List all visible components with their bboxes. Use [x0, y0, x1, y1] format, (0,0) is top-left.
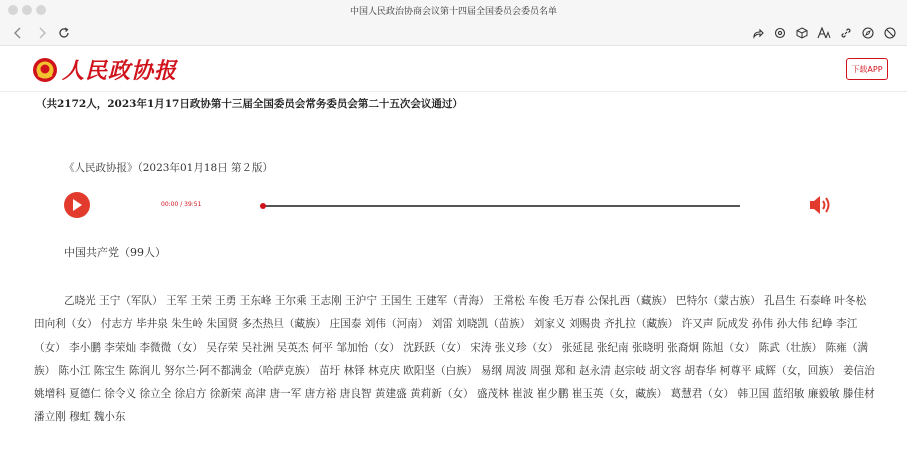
article-source: 《人民政协报》（2023年01月18日 第２版） [64, 162, 274, 174]
window-title: 中国人民政治协商会议第十四届全国委员会委员名单 [349, 7, 557, 17]
text-size-icon[interactable] [816, 24, 832, 42]
play-button[interactable] [64, 192, 90, 218]
settings-icon[interactable] [772, 24, 788, 42]
download-app-button[interactable]: 下载APP [846, 58, 888, 80]
volume-button[interactable] [808, 193, 834, 221]
window-titlebar [0, 0, 907, 20]
member-names: 乙晓光 王宁（军队） 王军 王荣 王勇 王东峰 王尔乘 王志刚 王沪宁 王国生 王建军（青海） 王常松 车俊 毛万春 公保扎西（藏族） 巴特尔（蒙古族） 孔昌生 石泰峰 叶冬松 田向利（女） 付志方 毕井泉 朱生岭 朱国贤 多杰热旦（藏族） 庄国泰 刘伟（河南） 刘雷 刘晓凯（苗族） 刘家义 刘赐贵 齐扎拉（藏族） 许又声 阮成发 孙伟 孙大伟 纪峥 李江（女） 李小鹏 李荣灿 李微微（女） 吴存荣 吴社洲 吴英杰 何平 邹加怡（女） 沈跃跃（女） 宋涛 张义珍（女） 张延昆 张纪南 张晓明 张裔炯 陈旭（女） 陈武（壮族） 陈雍（满族） 陈小江 陈宝生 陈润儿 努尔兰·阿不都满金（哈萨克族） 苗圩 林铎 林克庆 欧阳坚（白族） 易纲 周波 周强 郑和 赵永清 赵宗岐 胡文容 胡春华 柯尊平 咸辉（女，回族） 姜信治 姚增科 夏德仁 徐令义 徐立全 徐启方 徐新荣 高津 唐一军 唐方裕 唐良智 黄建盛 黄莉新（女） 盛茂林 崔波 崔少鹏 崔玉英（女，藏族） 葛慧君（女） 韩卫国 蓝绍敏 廉毅敏 滕佳材 潘立刚 穆虹 魏小东 [34, 295, 875, 424]
audio-player [64, 192, 844, 220]
article-content [0, 92, 907, 463]
forward-icon[interactable] [34, 24, 50, 42]
article-intro: （共2172人，2023年1月17日政协第十三届全国委员会常务委员会第二十五次会议通过） [36, 98, 463, 110]
play-icon [72, 199, 82, 211]
logo-text: 人民政协报 [62, 58, 178, 84]
volume-icon [808, 193, 834, 217]
link-icon[interactable] [838, 24, 854, 42]
reload-icon[interactable] [56, 24, 72, 42]
globe-icon[interactable] [882, 24, 898, 42]
audio-progress-track[interactable] [262, 205, 740, 207]
emblem-icon [32, 57, 58, 83]
site-header [0, 46, 907, 92]
site-logo[interactable] [32, 54, 177, 85]
audio-progress-handle[interactable] [260, 203, 266, 209]
section-title: 中国共产党（99人） [64, 246, 166, 259]
box-icon[interactable] [794, 24, 810, 42]
browser-toolbar [0, 20, 907, 46]
share-icon[interactable] [750, 24, 766, 42]
back-icon[interactable] [10, 24, 26, 42]
compass-icon[interactable] [860, 24, 876, 42]
audio-time: 00:00 / 39:51 [161, 201, 202, 208]
